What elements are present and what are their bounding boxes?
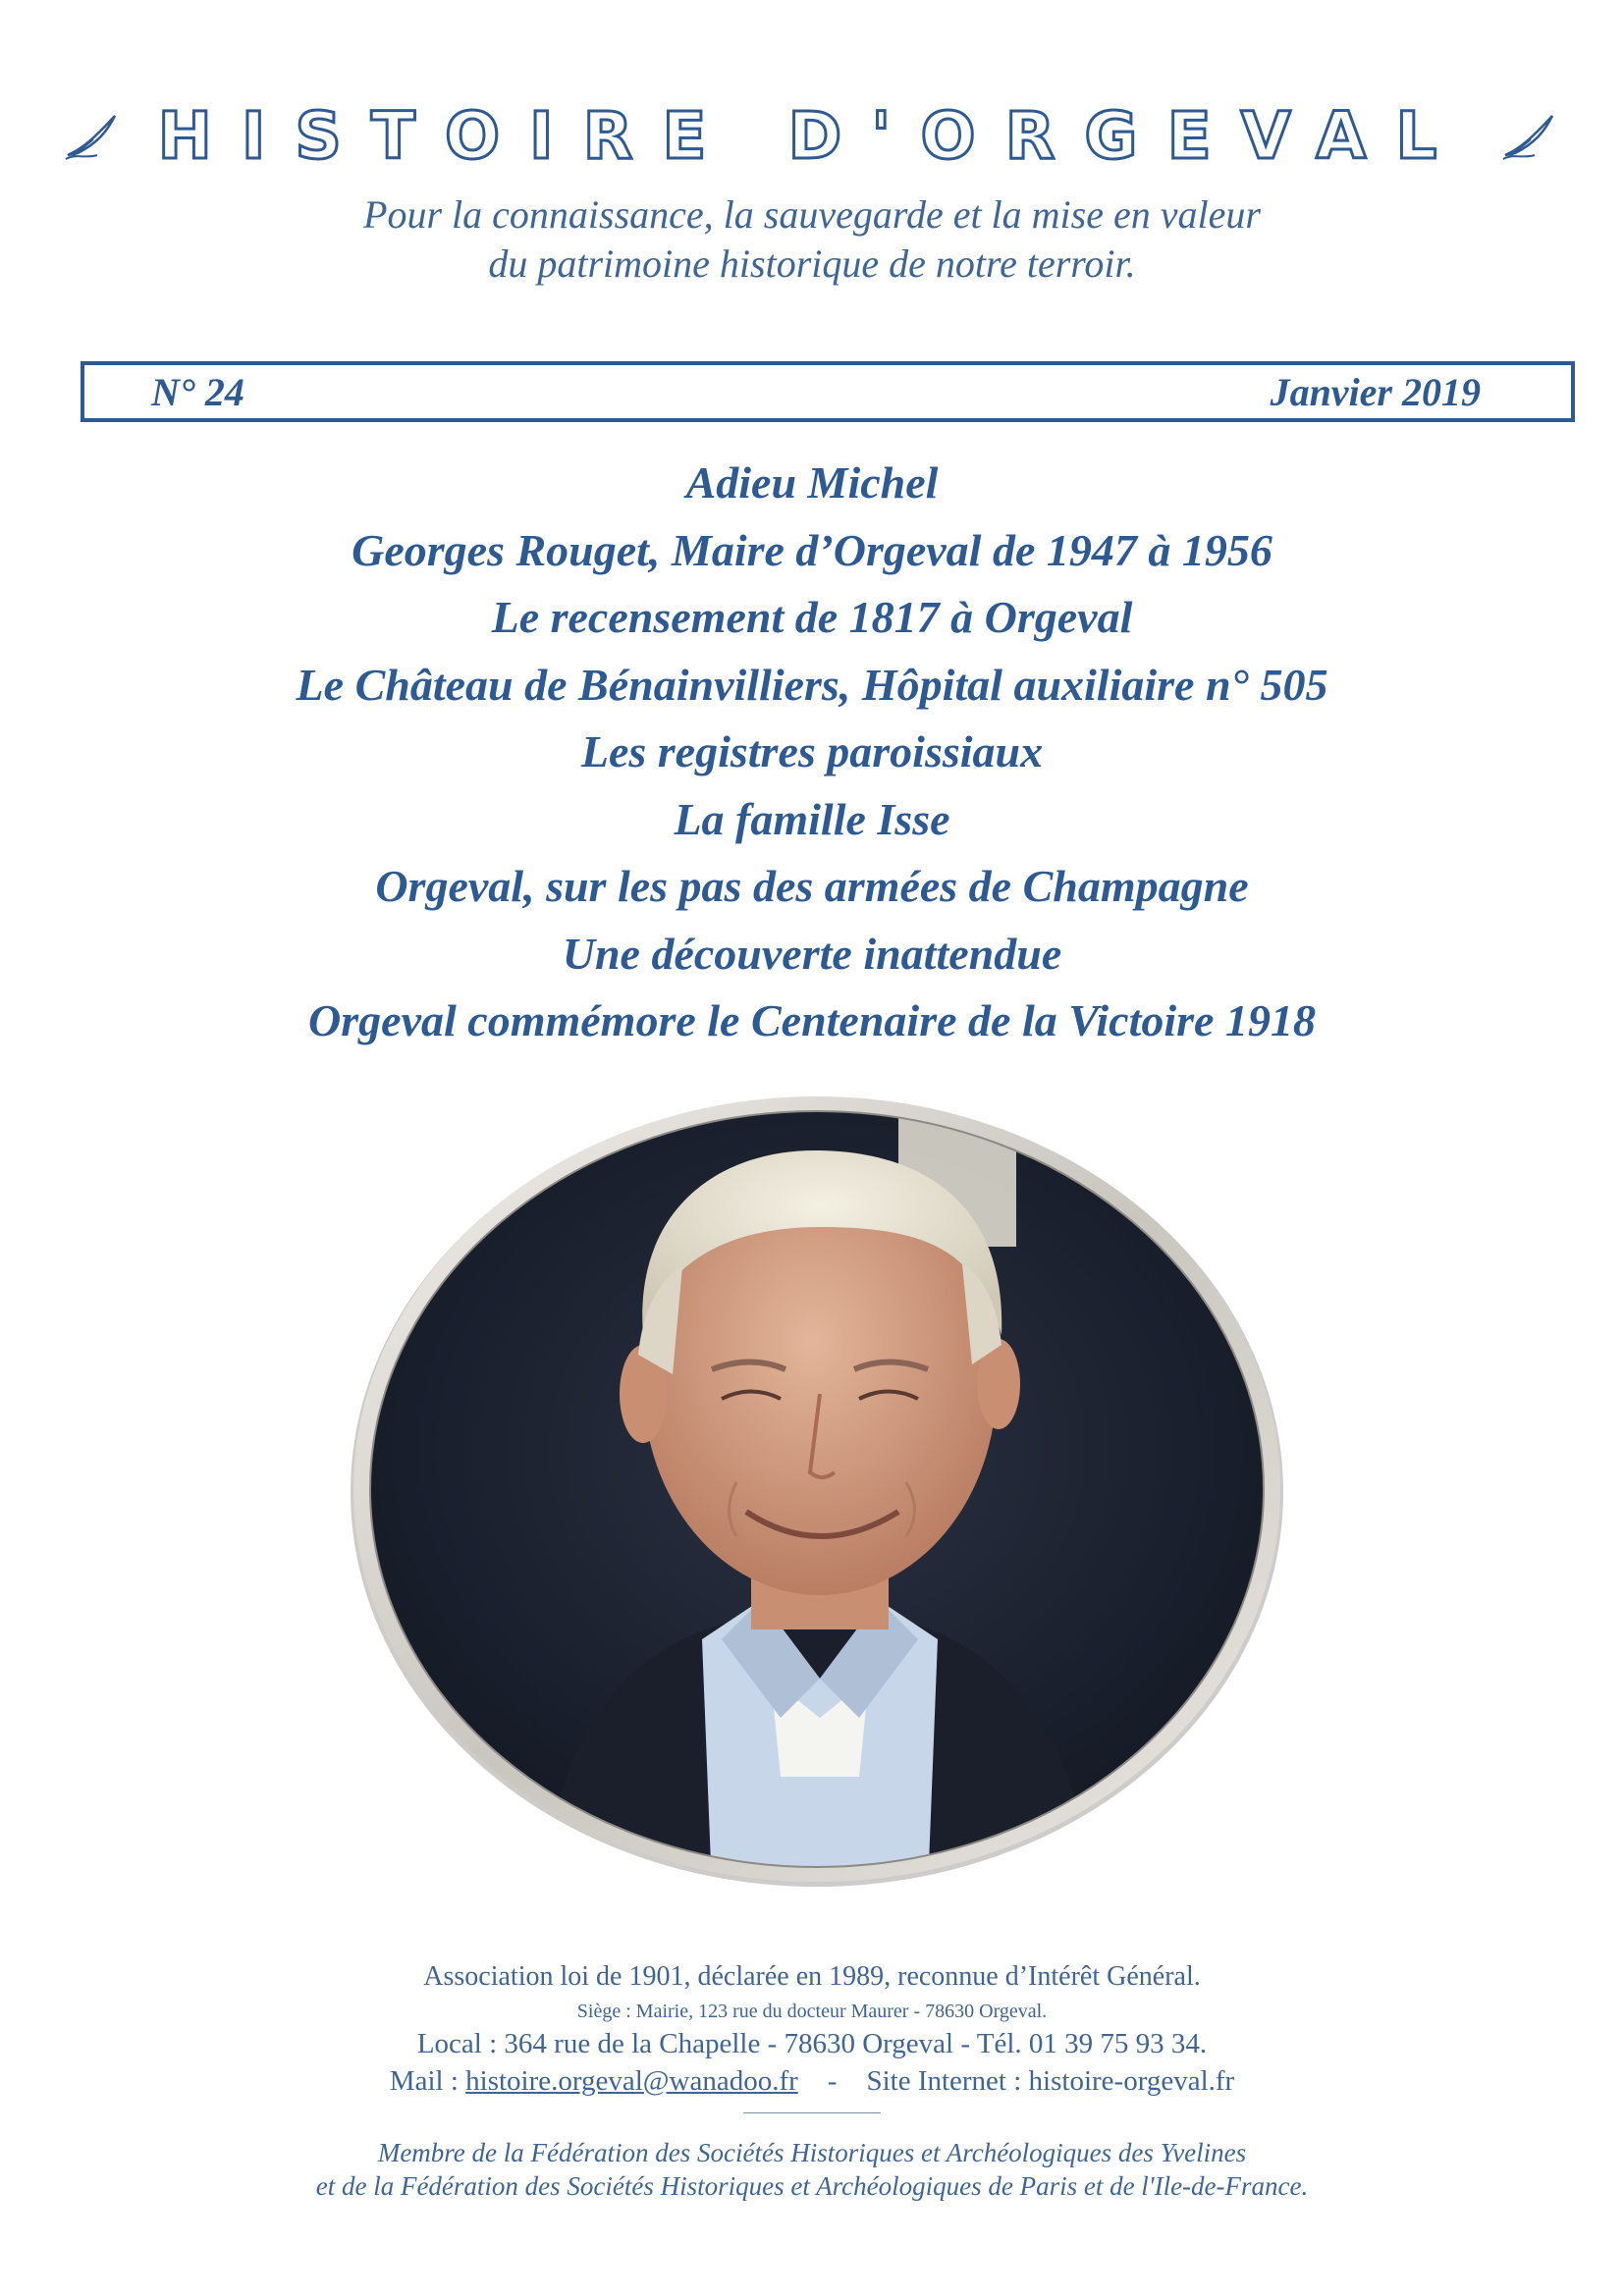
issue-number: N° 24 <box>151 370 244 414</box>
issue-date: Janvier 2019 <box>1270 370 1481 414</box>
association-line: Association loi de 1901, déclarée en 1989, reconnue d’Intérêt Général. <box>423 1961 1201 1992</box>
issue-banner <box>81 361 1575 422</box>
website-text: Site Internet : histoire-orgeval.fr <box>866 2065 1235 2097</box>
mail-label: Mail : <box>389 2065 466 2097</box>
table-of-contents <box>0 450 1624 1055</box>
contact-line <box>0 2065 1624 2098</box>
portrait-frame <box>349 1090 1286 1890</box>
footer-divider <box>743 2112 881 2113</box>
contents-item: Le recensement de 1817 à Orgeval <box>491 592 1133 642</box>
tagline-line-1: Pour la connaissance, la sauvegarde et la mise en valeur <box>363 192 1261 237</box>
siege-line: Siège : Mairie, 123 rue du docteur Maurer - 78630 Orgeval. <box>576 2001 1048 2022</box>
local-line: Local : 364 rue de la Chapelle - 78630 Orgeval - Tél. 01 39 75 93 34. <box>416 2028 1208 2059</box>
quill-icon <box>1501 110 1560 161</box>
quill-icon <box>64 110 123 161</box>
masthead-title: HISTOIRE D'ORGEVAL <box>157 97 1467 174</box>
contact-separator: - <box>827 2065 838 2097</box>
masthead <box>0 96 1624 175</box>
membership-line-2: et de la Fédération des Sociétés Historiques et Archéologiques de Paris et de l'Ile-de-France. <box>315 2171 1309 2201</box>
contents-item: Orgeval, sur les pas des armées de Champagne <box>375 861 1249 911</box>
contents-item: Une découverte inattendue <box>562 928 1062 979</box>
contents-item: Georges Rouget, Maire d’Orgeval de 1947 à 1956 <box>352 524 1272 575</box>
membership-line-1: Membre de la Fédération des Sociétés Historiques et Archéologiques des Yvelines <box>377 2138 1247 2167</box>
contents-item: Les registres paroissiaux <box>580 726 1044 776</box>
portrait-photo <box>349 1090 1286 1890</box>
mail-link[interactable]: histoire.orgeval@wanadoo.fr <box>465 2065 798 2097</box>
contents-item: Orgeval commémore le Centenaire de la Victoire 1918 <box>308 995 1316 1045</box>
contents-item: Adieu Michel <box>685 457 939 507</box>
contents-item: Le Château de Bénainvilliers, Hôpital auxiliaire n° 505 <box>296 659 1328 710</box>
contents-item: La famille Isse <box>674 793 950 844</box>
tagline-line-2: du patrimoine historique de notre terroir. <box>488 241 1136 286</box>
